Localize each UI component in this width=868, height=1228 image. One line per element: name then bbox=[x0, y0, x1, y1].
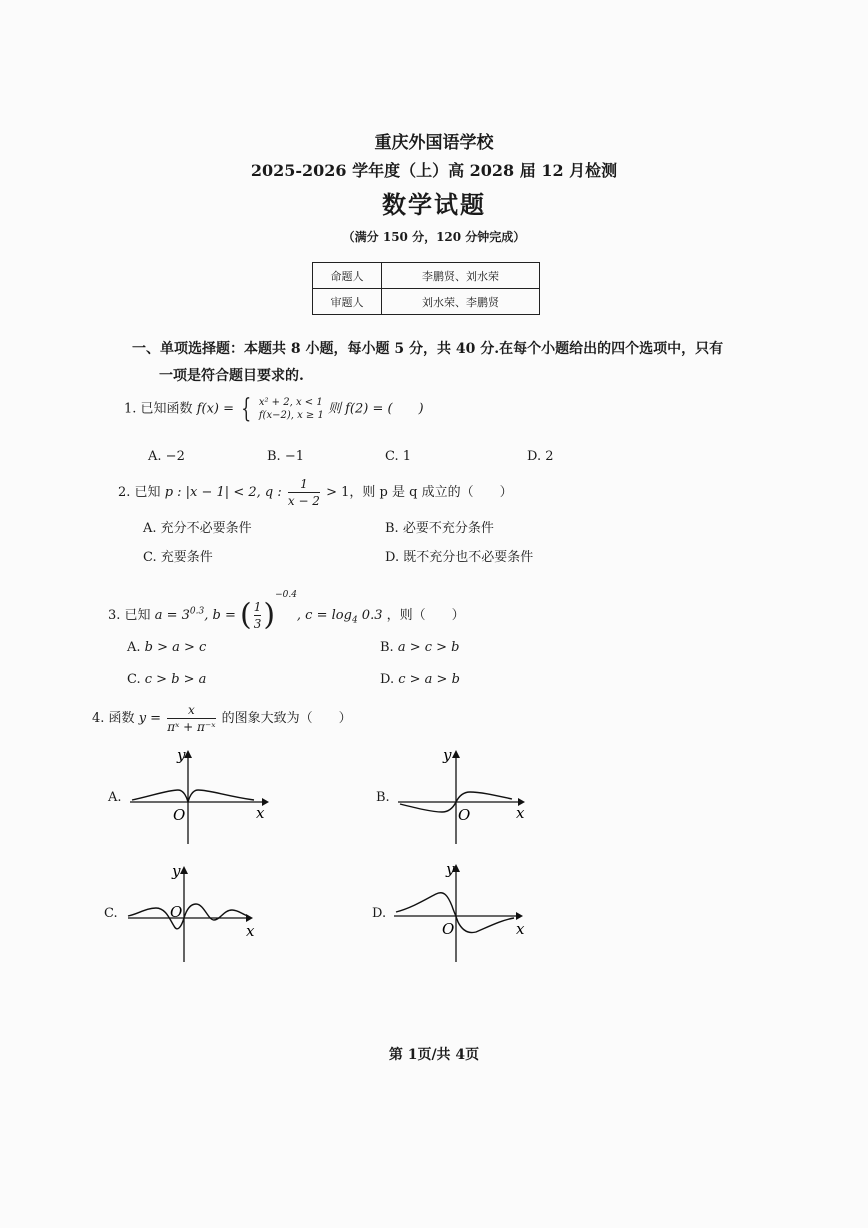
page-footer: 第 1页/共 4页 bbox=[388, 1047, 480, 1063]
question-prefix: 函数 bbox=[108, 711, 135, 726]
option-label: A. bbox=[127, 640, 141, 655]
exam-title: 数学试题 bbox=[382, 190, 486, 219]
function-name: f(x) = bbox=[196, 401, 235, 417]
option-c[interactable] bbox=[143, 546, 213, 565]
exam-note: （满分 150 分，120 分钟完成） bbox=[342, 230, 526, 244]
graph-a[interactable] bbox=[126, 746, 276, 846]
question-suffix: ，则（ ） bbox=[386, 608, 465, 623]
section-line-2: 一项是符合题目要求的. bbox=[159, 368, 304, 384]
fraction-denominator: x − 2 bbox=[287, 494, 320, 508]
fraction-numerator: x bbox=[187, 703, 195, 717]
y-axis-arrow bbox=[452, 750, 460, 758]
curve-a bbox=[132, 790, 254, 802]
exam-term: 2025-2026 学年度（上）高 2028 届 12 月检测 bbox=[250, 161, 618, 180]
y-expression: y = bbox=[138, 711, 162, 726]
fraction-numerator: 1 bbox=[253, 600, 262, 614]
piece-case-2: f(x−2), x ≥ 1 bbox=[258, 410, 324, 421]
y-axis-label: y bbox=[177, 746, 186, 764]
y-axis-label: y bbox=[446, 860, 455, 878]
question-number: 3. bbox=[108, 608, 121, 623]
piece-case-1: x² + 2, x < 1 bbox=[258, 397, 323, 408]
option-c[interactable] bbox=[127, 672, 206, 687]
fraction bbox=[167, 702, 215, 735]
y-axis-label: y bbox=[443, 746, 452, 764]
origin-label: O bbox=[458, 806, 471, 824]
option-a[interactable] bbox=[148, 449, 185, 464]
option-label: C. bbox=[127, 672, 141, 687]
x-axis-label: x bbox=[246, 922, 255, 940]
graph-b[interactable] bbox=[394, 746, 534, 846]
origin-label: O bbox=[173, 806, 186, 824]
fraction bbox=[288, 476, 320, 509]
option-text: 既不充分也不必要条件 bbox=[403, 550, 534, 565]
option-text: c > a > b bbox=[398, 672, 460, 687]
section-line-1: 一、单项选择题：本题共 8 小题，每小题 5 分，共 40 分.在每个小题给出的四个选项中，只有 bbox=[132, 341, 724, 357]
brace-symbol: { bbox=[241, 394, 252, 424]
option-label: B. bbox=[380, 640, 394, 655]
question-prefix: 已知 bbox=[124, 608, 151, 623]
fraction-numerator: 1 bbox=[300, 477, 308, 491]
option-d[interactable] bbox=[385, 546, 533, 565]
staff-table bbox=[312, 262, 540, 315]
question-suffix: > 1，则 p 是 q 成立的（ ） bbox=[326, 485, 513, 500]
question-1 bbox=[124, 396, 424, 422]
question-number: 1. bbox=[124, 401, 137, 417]
option-label: B. bbox=[385, 521, 399, 536]
option-label: D. bbox=[527, 449, 542, 464]
left-paren: ( bbox=[239, 597, 252, 633]
origin-label: O bbox=[442, 920, 455, 938]
option-text: −1 bbox=[284, 449, 304, 464]
question-number: 2. bbox=[118, 485, 131, 500]
y-axis-arrow bbox=[180, 866, 188, 874]
option-label: A. bbox=[148, 449, 162, 464]
staff-row bbox=[313, 263, 540, 289]
option-label: D. bbox=[380, 672, 395, 687]
option-label: C. bbox=[385, 449, 399, 464]
graph-label-d[interactable]: D. bbox=[372, 906, 387, 921]
x-axis-label: x bbox=[516, 920, 525, 938]
option-text: 2 bbox=[545, 449, 554, 464]
graph-label-a[interactable]: A. bbox=[108, 790, 122, 805]
x-axis-arrow bbox=[516, 912, 523, 920]
option-text: 充要条件 bbox=[160, 550, 213, 565]
question-4 bbox=[92, 702, 352, 735]
option-label: B. bbox=[267, 449, 281, 464]
option-d[interactable] bbox=[527, 449, 554, 464]
option-d[interactable] bbox=[380, 672, 460, 687]
x-axis-label: x bbox=[256, 804, 265, 822]
staff-role: 审题人 bbox=[313, 289, 382, 315]
condition-expression: p : |x − 1| < 2, q : bbox=[164, 485, 282, 500]
y-axis-label: y bbox=[172, 862, 181, 880]
graph-c[interactable] bbox=[124, 862, 264, 966]
question-2 bbox=[118, 476, 513, 509]
option-c[interactable] bbox=[385, 449, 411, 464]
section-heading bbox=[132, 336, 752, 390]
curve-c bbox=[128, 904, 248, 929]
option-label: A. bbox=[143, 521, 157, 536]
fraction-denominator: 3 bbox=[253, 617, 262, 631]
option-label: D. bbox=[385, 550, 400, 565]
graph-d[interactable] bbox=[390, 860, 532, 964]
graph-label-b[interactable]: B. bbox=[376, 790, 390, 805]
option-text: 必要不充分条件 bbox=[402, 521, 494, 536]
origin-label: O bbox=[170, 903, 183, 921]
option-text: 充分不必要条件 bbox=[160, 521, 252, 536]
log-base: 4 bbox=[351, 615, 358, 626]
question-prefix: 已知函数 bbox=[140, 401, 193, 417]
staff-names: 李鹏贤、刘水荣 bbox=[382, 263, 540, 289]
option-text: −2 bbox=[165, 449, 185, 464]
option-text: a > c > b bbox=[397, 640, 460, 655]
graph-label-c[interactable]: C. bbox=[104, 906, 118, 921]
question-suffix: 的图象大致为（ ） bbox=[221, 711, 352, 726]
option-b[interactable] bbox=[267, 449, 304, 464]
curve-d bbox=[396, 893, 514, 933]
question-3 bbox=[108, 586, 465, 632]
option-a[interactable] bbox=[127, 640, 206, 655]
log-argument: 0.3 bbox=[357, 608, 383, 623]
option-label: C. bbox=[143, 550, 157, 565]
staff-role: 命题人 bbox=[313, 263, 382, 289]
question-number: 4. bbox=[92, 711, 105, 726]
a-exponent: 0.3 bbox=[189, 606, 205, 617]
option-text: b > a > c bbox=[144, 640, 207, 655]
fraction-denominator: πˣ + π⁻ˣ bbox=[167, 720, 216, 734]
option-a[interactable] bbox=[143, 517, 252, 536]
option-b[interactable] bbox=[385, 517, 494, 536]
school-name: 重庆外国语学校 bbox=[374, 133, 494, 153]
piecewise-cases bbox=[259, 396, 324, 422]
staff-names: 刘水荣、李鹏贤 bbox=[382, 289, 540, 315]
question-prefix: 已知 bbox=[134, 485, 161, 500]
staff-row bbox=[313, 289, 540, 315]
b-exponent: −0.4 bbox=[275, 590, 297, 600]
c-expression: , c = log bbox=[296, 608, 352, 623]
option-b[interactable] bbox=[380, 640, 460, 655]
question-suffix: 则 f(2) = ( ) bbox=[327, 401, 424, 417]
x-axis-label: x bbox=[516, 804, 525, 822]
option-text: c > b > a bbox=[144, 672, 207, 687]
a-expression: a = 3 bbox=[154, 608, 190, 623]
b-expression: , b = bbox=[204, 608, 236, 623]
right-paren: ) bbox=[263, 597, 276, 633]
fraction bbox=[254, 599, 262, 632]
option-text: 1 bbox=[402, 449, 412, 464]
